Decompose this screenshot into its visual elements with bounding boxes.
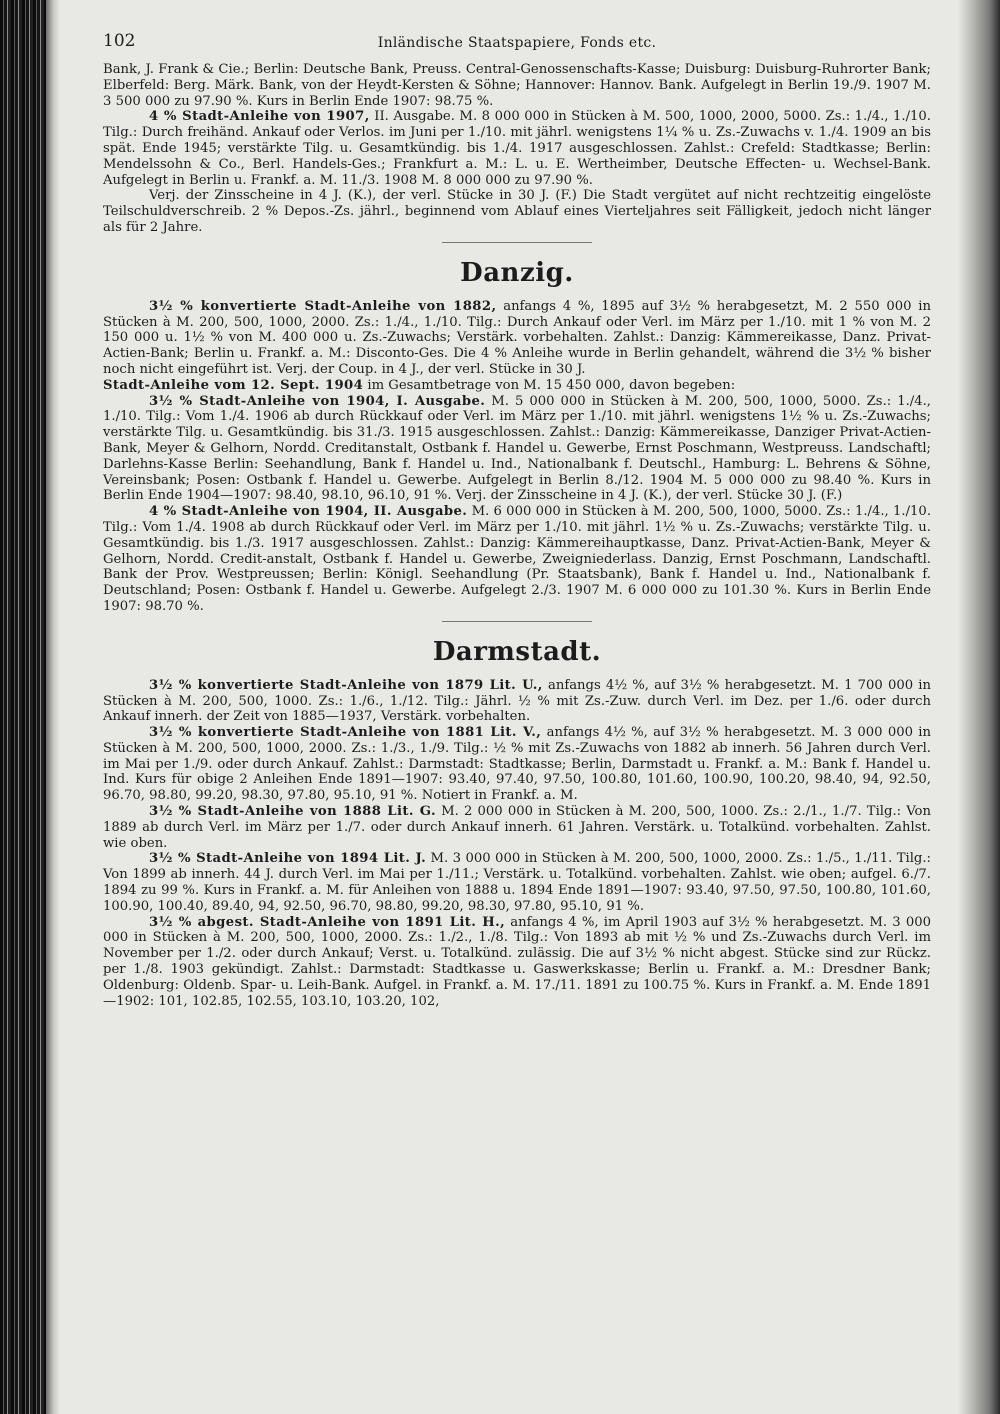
book-binding-shadow (0, 0, 46, 1414)
entry-stadt-anleihe-1907 (103, 109, 931, 188)
section-title-danzig: Danzig. (460, 257, 574, 288)
entry-text: anfangs 4½ %, auf 3½ % herabgesetzt. M. 1 700 000 in Stücken à M. 200, 500, 1000. Zs.: 1./6., 1./12. Tilg.: Jährl. ½ % mit Zs.-Zuw. durch Verl. im Dez. per 1./6. oder durch Ankauf innerh. der Zeit von 1885—1937, Verstärk. vorbehalten. (103, 677, 932, 725)
entry-text: M. 2 000 000 in Stücken à M. 200, 500, 1000. Zs.: 2./1., 1./7. Tilg.: Von 1889 ab durch Verl. im März per 1./7. oder durch Ankauf innerh. 61 Jahren. Verstärk. u. Totalkünd. vorbehalten. Zahlst. wie oben. (103, 804, 931, 851)
entry-danzig-1904-total (103, 378, 931, 394)
entry-heading: 3½ % konvertierte Stadt-Anleihe von 1879 Lit. U., (149, 677, 543, 693)
entry-text: im Gesamtbetrage von M. 15 450 000, davon begeben: (363, 377, 736, 393)
entry-heading: 4 % Stadt-Anleihe von 1907, (149, 109, 370, 125)
section-divider (442, 621, 592, 622)
entry-heading: 3½ % Stadt-Anleihe von 1894 Lit. J. (149, 851, 427, 867)
entry-darmstadt-1894 (103, 851, 931, 914)
entry-text: II. Ausgabe. M. 8 000 000 in Stücken à M. 500, 1000, 2000, 5000. Zs.: 1./4., 1./10. Tilg.: Durch freihänd. Ankauf oder Verlos. im Juni per 1./10. mit jährl. wenigstens 1¼ % u. Zs.-Zuwachs v. 1./4. 1909 an bis spät. Ende 1945; verstärkte Tilg. u. Gesamtkündig. bis 1./4. 1917 ausgeschlossen. Zahlst.: Crefeld: Stadtkasse; Berlin: Mendelssohn & Co., Berl. Handels-Ges.; Frankfurt a. M.: L. u. E. Wertheimber, Deutsche Effecten- u. Wechsel-Bank. Aufgelegt in Berlin u. Frankf. a. M. 11./3. 1908 M. 8 000 000 zu 97.90 %. (103, 109, 931, 188)
entry-danzig-1882 (103, 299, 931, 378)
entry-heading: 3½ % konvertierte Stadt-Anleihe von 1882, (149, 298, 497, 314)
entry-text: anfangs 4 %, im April 1903 auf 3½ % herabgesetzt. M. 3 000 000 in Stücken à M. 200, 500, 1000, 2000. Zs.: 1./2., 1./8. Tilg.: Von 1893 ab mit ½ % und Zs.-Zuwachs durch Verl. im November per 1./2. oder durch Ankauf; Verst. u. Totalkünd. zulässig. Die auf 3½ % nicht abgest. Stücke sind zur Rückz. per 1./8. 1903 gekündigt. Zahlst.: Darmstadt: Stadtkasse u. Gaswerkskasse; Berlin u. Frankf. a. M.: Dresdner Bank; Oldenburg: Oldenb. Spar- u. Leih-Bank. Aufgel. in Frankf. a. M. 17./11. 1891 zu 100.75 %. Kurs in Frankf. a. M. Ende 1891—1902: 101, 102.85, 102.55, 103.10, 103.20, 102, (103, 914, 931, 1009)
entry-darmstadt-1879 (103, 678, 931, 725)
binding-gutter (46, 0, 60, 1414)
entry-heading: 3½ % Stadt-Anleihe von 1888 Lit. G. (149, 804, 436, 820)
paragraph-verjaehrung (103, 188, 931, 235)
entry-danzig-1904-ii (103, 504, 931, 615)
entry-heading: 3½ % konvertierte Stadt-Anleihe von 1881 Lit. V., (149, 725, 542, 741)
paragraph-bank-list (103, 62, 931, 109)
entry-darmstadt-1888 (103, 804, 931, 851)
page-header (103, 31, 931, 62)
entry-darmstadt-1881 (103, 725, 931, 804)
entry-heading: 3½ % abgest. Stadt-Anleihe von 1891 Lit. H., (149, 914, 506, 930)
entry-heading: 3½ % Stadt-Anleihe von 1904, I. Ausgabe. (149, 393, 486, 409)
page-right-shadow (958, 0, 1000, 1414)
entry-heading: Stadt-Anleihe vom 12. Sept. 1904 (103, 377, 364, 393)
paragraph-text: Bank, J. Frank & Cie.; Berlin: Deutsche Bank, Preuss. Central-Genossenschafts-Kasse; Duisburg: Duisburg-Ruhrorter Bank; Elberfeld: Berg. Märk. Bank, von der Heydt-Kersten & Söhne; Hannover: Hannov. Bank. Aufgelegt in Berlin 19./9. 1907 M. 3 500 000 zu 97.90 %. Kurs in Berlin Ende 1907: 98.75 %. (103, 62, 931, 109)
entry-text: M. 6 000 000 in Stücken à M. 200, 500, 1000, 5000. Zs.: 1./4., 1./10. Tilg.: Vom 1./4. 1908 ab durch Rückkauf oder Verl. im März per 1./10. mit jährl. 1½ % u. Zs.-Zuwachs; verstärkte Tilg. u. Gesamtkündig. bis 1./3. 1917 ausgeschlossen. Zahlst.: Danzig: Kämmereihauptkasse, Danz. Privat-Actien-Bank, Meyer & Gelhorn, Nordd. Credit-anstalt, Ostbank f. Handel u. Gewerbe, Zweigniederlass. Danzig, Ernst Poschmann, Landschaftl. Bank der Prov. Westpreussen; Berlin: Königl. Seehandlung (Pr. Staatsbank), Bank f. Handel u. Ind., Nationalbank f. Deutschland; Posen: Ostbank f. Handel u. Gewerbe. Aufgelegt 2./3. 1907 M. 6 000 000 zu 101.30 %. Kurs in Berlin Ende 1907: 98.70 %. (103, 504, 932, 614)
entry-text: anfangs 4½ %, auf 3½ % herabgesetzt. M. 3 000 000 in Stücken à M. 200, 500, 1000, 2000. Zs.: 1./3., 1./9. Tilg.: ½ % mit Zs.-Zuwachs von 1882 ab innerh. 56 Jahren durch Verl. im Mai per 1./9. oder durch Ankauf. Zahlst.: Darmstadt: Stadtkasse; Berlin, Darmstadt u. Frankf. a. M.: Bank f. Handel u. Ind. Kurs für obige 2 Anleihen Ende 1891—1907: 93.40, 97.40, 97.50, 100.80, 101.60, 100.90, 100.20, 98.40, 94, 92.50, 96.70, 98.80, 99.20, 98.30, 97.80, 95.10, 91 %. Notiert in Frankf. a. M. (103, 725, 931, 804)
document-page (103, 31, 932, 1009)
entry-darmstadt-1891 (103, 915, 931, 1010)
entry-danzig-1904-i (103, 394, 931, 505)
entry-heading: 4 % Stadt-Anleihe von 1904, II. Ausgabe. (149, 504, 468, 520)
section-divider (442, 242, 592, 243)
section-title-darmstadt: Darmstadt. (432, 636, 602, 667)
paragraph-text: Verj. der Zinsscheine in 4 J. (K.), der verl. Stücke in 30 J. (F.) Die Stadt vergütet auf nicht rechtzeitig eingelöste Teilschuldverschreib. 2 % Depos.-Zs. jährl., beginnend vom Ablauf eines Vierteljahres seit Fälligkeit, jedoch nicht länger als für 2 Jahre. (103, 188, 931, 235)
entry-text: M. 5 000 000 in Stücken à M. 200, 500, 1000, 5000. Zs.: 1./4., 1./10. Tilg.: Vom 1./4. 1906 ab durch Rückkauf oder Verl. im März per 1./10. mit jährl. wenigstens 1½ % u. Zs.-Zuwachs; verstärkte Tilg. u. Gesamtkündig. bis 31./3. 1915 ausgeschlossen. Zahlst.: Danzig: Kämmereikasse, Danziger Privat-Actien-Bank, Meyer & Gelhorn, Nordd. Creditanstalt, Ostbank f. Handel u. Gewerbe, Ernst Poschmann, Westpreuss. Landschaftl; Darlehns-Kasse Berlin: Seehandlung, Bank f. Handel u. Ind., Nationalbank f. Deutschl., Hamburg: L. Behrens & Söhne, Vereinsbank; Posen: Ostbank f. Handel u. Gewerbe. Aufgelegt in Berlin 8./12. 1904 M. 5 000 000 zu 98.40 %. Kurs in Berlin Ende 1904—1907: 98.40, 98.10, 96.10, 91 %. Verj. der Zinsscheine in 4 J. (K.), der verl. Stücke 30 J. (F.) (103, 393, 931, 504)
entry-text: anfangs 4 %, 1895 auf 3½ % herabgesetzt, M. 2 550 000 in Stücken à M. 200, 500, 1000, 2000. Zs.: 1./4., 1./10. Tilg.: Durch Ankauf oder Verl. im März per 1./10. mit 1 % von M. 2 150 000 u. 1½ % von M. 400 000 u. Zs.-Zuwachs; Verstärk. vorbehalten. Zahlst.: Danzig: Kämmereikasse, Danz. Privat-Actien-Bank; Berlin u. Frankf. a. M.: Disconto-Ges. Die 4 % Anleihe wurde in Berlin gehandelt, während die 3½ % bisher noch nicht eingeführt ist. Verj. der Coup. in 4 J., der verl. Stücke in 30 J. (103, 298, 931, 377)
page-number: 102 (103, 31, 136, 51)
running-title: Inländische Staatspapiere, Fonds etc. (377, 35, 657, 51)
entry-text: M. 3 000 000 in Stücken à M. 200, 500, 1000, 2000. Zs.: 1./5., 1./11. Tilg.: Von 1899 ab innerh. 44 J. durch Verl. im Mai per 1./11.; Verstärk. u. Totalkünd. vorbehalten. Zahlst. wie oben; aufgel. 6./7. 1894 zu 99 %. Kurs in Frankf. a. M. für Anleihen von 1888 u. 1894 Ende 1891—1907: 93.40, 97.50, 97.50, 100.80, 101.60, 100.90, 100.40, 89.40, 94, 92.50, 96.70, 98.80, 99.20, 98.30, 97.80, 95.10, 91 %. (103, 851, 932, 914)
